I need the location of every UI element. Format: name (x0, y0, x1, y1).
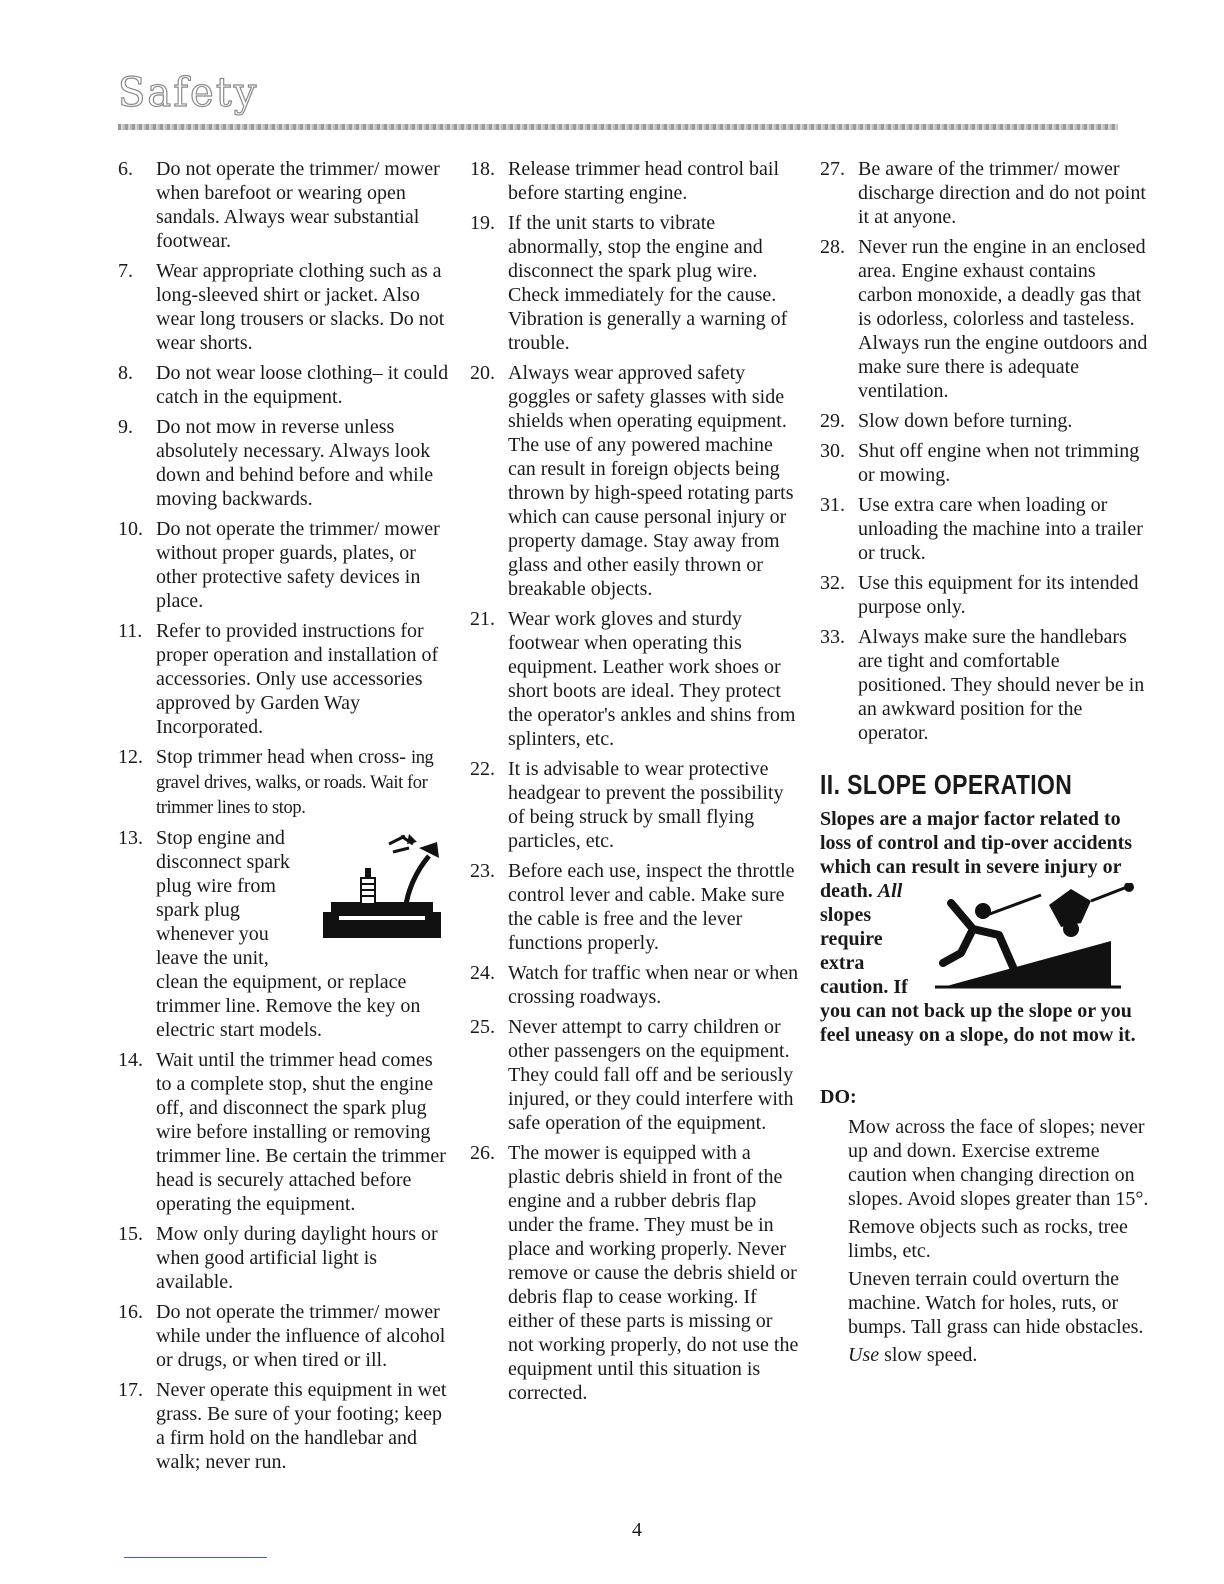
list-item (118, 619, 453, 739)
list-item (820, 625, 1150, 745)
item-text: Do not operate the trimmer/ mower when barefoot or wearing open sandals. Always wear substantial footwear. (156, 158, 440, 252)
item-text: Do not operate the trimmer/ mower while under the influence of alcohol or drugs, or when tired or ill. (156, 1301, 446, 1371)
item-text: Release trimmer head control bail before starting engine. (508, 158, 780, 204)
list-item (118, 157, 453, 253)
slope-tipover-warning-icon (921, 883, 1156, 991)
list-item (470, 361, 800, 601)
item-number: 10. (118, 518, 143, 540)
list-item (470, 757, 800, 853)
item-text: Do not wear loose clothing– it could catch in the equipment. (156, 362, 449, 408)
item-text: The mower is equipped with a plastic debris shield in front of the engine and a rubber debris flap under the frame. They must be in place and working properly. Never remove or cause the debris shield or debris flap to cease working. If either of these parts is missing or not working properly, do not use the equipment until this situation is corrected. (508, 1142, 799, 1404)
item-text: Stop trimmer head when cross- (156, 746, 406, 768)
item-text: Wait until the trimmer head comes to a complete stop, shut the engine off, and disconnect the spark plug wire before installing or removing trimmer line. Be certain the trimmer head is securely attached before operating the equipment. (156, 1049, 446, 1215)
list-item (470, 607, 800, 751)
column-1 (118, 157, 453, 1480)
item-number: 18. (470, 158, 495, 180)
item-number: 20. (470, 362, 495, 384)
slope-intro (820, 807, 1150, 1047)
page-title: Safety (118, 70, 259, 116)
list-item (470, 1015, 800, 1135)
item-text: Always wear approved safety goggles or safety glasses with side shields when operating equipment. The use of any powered machine can result in foreign objects being thrown by high-speed rotating parts which can cause personal injury or property damage. Stay away from glass and other easily thrown or breakable objects. (508, 362, 794, 600)
item-text: Never operate this equipment in wet grass. Be sure of your footing; keep a firm hold on the handlebar and walk; never run. (156, 1379, 447, 1473)
slope-intro-text: Slopes are a major factor related to loss of control and tip-over accidents which can result in severe injury or death. (820, 808, 1133, 902)
item-number: 24. (470, 962, 495, 984)
slope-intro-emphasis: All (877, 880, 903, 902)
item-text: Refer to provided instructions for proper operation and installation of accessories. Only use accessories approved by Garden Way Incorporated. (156, 620, 439, 738)
item-text: Be aware of the trimmer/ mower discharge direction and do not point it at anyone. (858, 158, 1146, 228)
list-item (820, 571, 1150, 619)
item-text: If the unit starts to vibrate abnormally, stop the engine and disconnect the spark plug wire. Check immediately for the cause. Vibration is generally a warning of trouble. (508, 212, 788, 354)
list-item (470, 961, 800, 1009)
list-item (118, 1048, 453, 1216)
do-heading: DO: (820, 1086, 857, 1108)
item-number: 21. (470, 608, 495, 630)
header-rule (118, 124, 1118, 130)
list-item (118, 1378, 453, 1474)
list-item (820, 235, 1150, 403)
list-item (820, 409, 1150, 433)
item-text: Use this equipment for its intended purpose only. (858, 572, 1139, 618)
list-item (118, 517, 453, 613)
list-item (470, 211, 800, 355)
list-item (118, 361, 453, 409)
footer-line (124, 1557, 267, 1558)
item-number: 11. (118, 620, 143, 642)
item-text: Always make sure the handlebars are tight and comfortable positioned. They should never be in an awkward position for the operator. (858, 626, 1145, 744)
item-number: 13. (118, 827, 143, 849)
item-number: 12. (118, 746, 143, 768)
list-item (118, 826, 453, 1042)
do-item: Mow across the face of slopes; never up and down. Exercise extreme caution when changing direction on slopes. Avoid slopes greater than 15°. (848, 1116, 1149, 1210)
slope-intro-text-continued: slopes require extra caution. If you can not back up the slope or you feel uneasy on a slope, do not mow it. (820, 904, 1136, 1046)
column-2 (470, 157, 800, 1411)
item-text: Shut off engine when not trimming or mowing. (858, 440, 1140, 486)
list-item (118, 1300, 453, 1372)
list-item (820, 493, 1150, 565)
section-title: II. SLOPE OPERATION (820, 769, 1073, 800)
item-number: 25. (470, 1016, 495, 1038)
item-number: 29. (820, 410, 845, 432)
item-text: Mow only during daylight hours or when good artificial light is available. (156, 1223, 438, 1293)
item-text: Use extra care when loading or unloading the machine into a trailer or truck. (858, 494, 1143, 564)
list-item (118, 415, 453, 511)
item-number: 15. (118, 1223, 143, 1245)
do-item: Remove objects such as rocks, tree limbs, etc. (848, 1216, 1128, 1262)
list-item (470, 1141, 800, 1405)
item-number: 8. (118, 362, 133, 384)
list-item (820, 439, 1150, 487)
item-number: 17. (118, 1379, 143, 1401)
do-item (820, 1343, 1150, 1367)
item-text: It is advisable to wear protective headgear to prevent the possibility of being struck by small flying particles, etc. (508, 758, 784, 852)
item-number: 28. (820, 236, 845, 258)
item-text: Wear appropriate clothing such as a long-sleeved shirt or jacket. Also wear long trousers or slacks. Do not wear shorts. (156, 260, 445, 354)
item-text: Before each use, inspect the throttle control lever and cable. Make sure the cable is free and the lever functions properly. (508, 860, 795, 954)
list-item (470, 859, 800, 955)
list-item (470, 157, 800, 205)
item-text: Watch for traffic when near or when crossing roadways. (508, 962, 799, 1008)
do-item: Uneven terrain could overturn the machine. Watch for holes, ruts, or bumps. Tall grass can hide obstacles. (848, 1268, 1144, 1338)
item-number: 32. (820, 572, 845, 594)
item-number: 7. (118, 260, 133, 282)
list-item (820, 157, 1150, 229)
item-number: 22. (470, 758, 495, 780)
item-number: 16. (118, 1301, 143, 1323)
do-item-emphasis: Use (848, 1344, 880, 1366)
item-text: Never run the engine in an enclosed area. Engine exhaust contains carbon monoxide, a deadly gas that is odorless, colorless and tasteless. Always run the engine outdoors and make sure there is adequate ventilation. (858, 236, 1148, 402)
column-3 (820, 157, 1150, 1371)
item-number: 23. (470, 860, 495, 882)
item-number: 27. (820, 158, 845, 180)
item-number: 6. (118, 158, 133, 180)
do-item-text: slow speed. (879, 1344, 978, 1366)
spark-plug-disconnect-icon (317, 830, 447, 948)
item-text: Do not mow in reverse unless absolutely necessary. Always look down and behind before and while moving backwards. (156, 416, 434, 510)
list-item (118, 745, 453, 820)
list-item (118, 1222, 453, 1294)
item-text: Never attempt to carry children or other passengers on the equipment. They could fall off and be seriously injured, or they could interfere with safe operation of the equipment. (508, 1016, 794, 1134)
item-number: 9. (118, 416, 133, 438)
item-text: Stop engine and disconnect spark plug wire from spark plug whenever you leave the unit, clean the equipment, or replace trimmer line. Remove the key on electric start models. (156, 827, 421, 1041)
item-number: 30. (820, 440, 845, 462)
item-number: 14. (118, 1049, 143, 1071)
item-text: Do not operate the trimmer/ mower without proper guards, plates, or other protective safety devices in place. (156, 518, 440, 612)
item-text: Slow down before turning. (858, 410, 1073, 432)
item-number: 19. (470, 212, 495, 234)
page-number: 4 (632, 1519, 642, 1541)
item-number: 33. (820, 626, 845, 648)
item-text: Wear work gloves and sturdy footwear when operating this equipment. Leather work shoes or short boots are ideal. They protect the operator's ankles and shins from splinters, etc. (508, 608, 796, 750)
item-number: 26. (470, 1142, 495, 1164)
item-number: 31. (820, 494, 845, 516)
item-text-compact: ing gravel drives, walks, or roads. Wait for trimmer lines to stop. (156, 748, 434, 818)
list-item (118, 259, 453, 355)
